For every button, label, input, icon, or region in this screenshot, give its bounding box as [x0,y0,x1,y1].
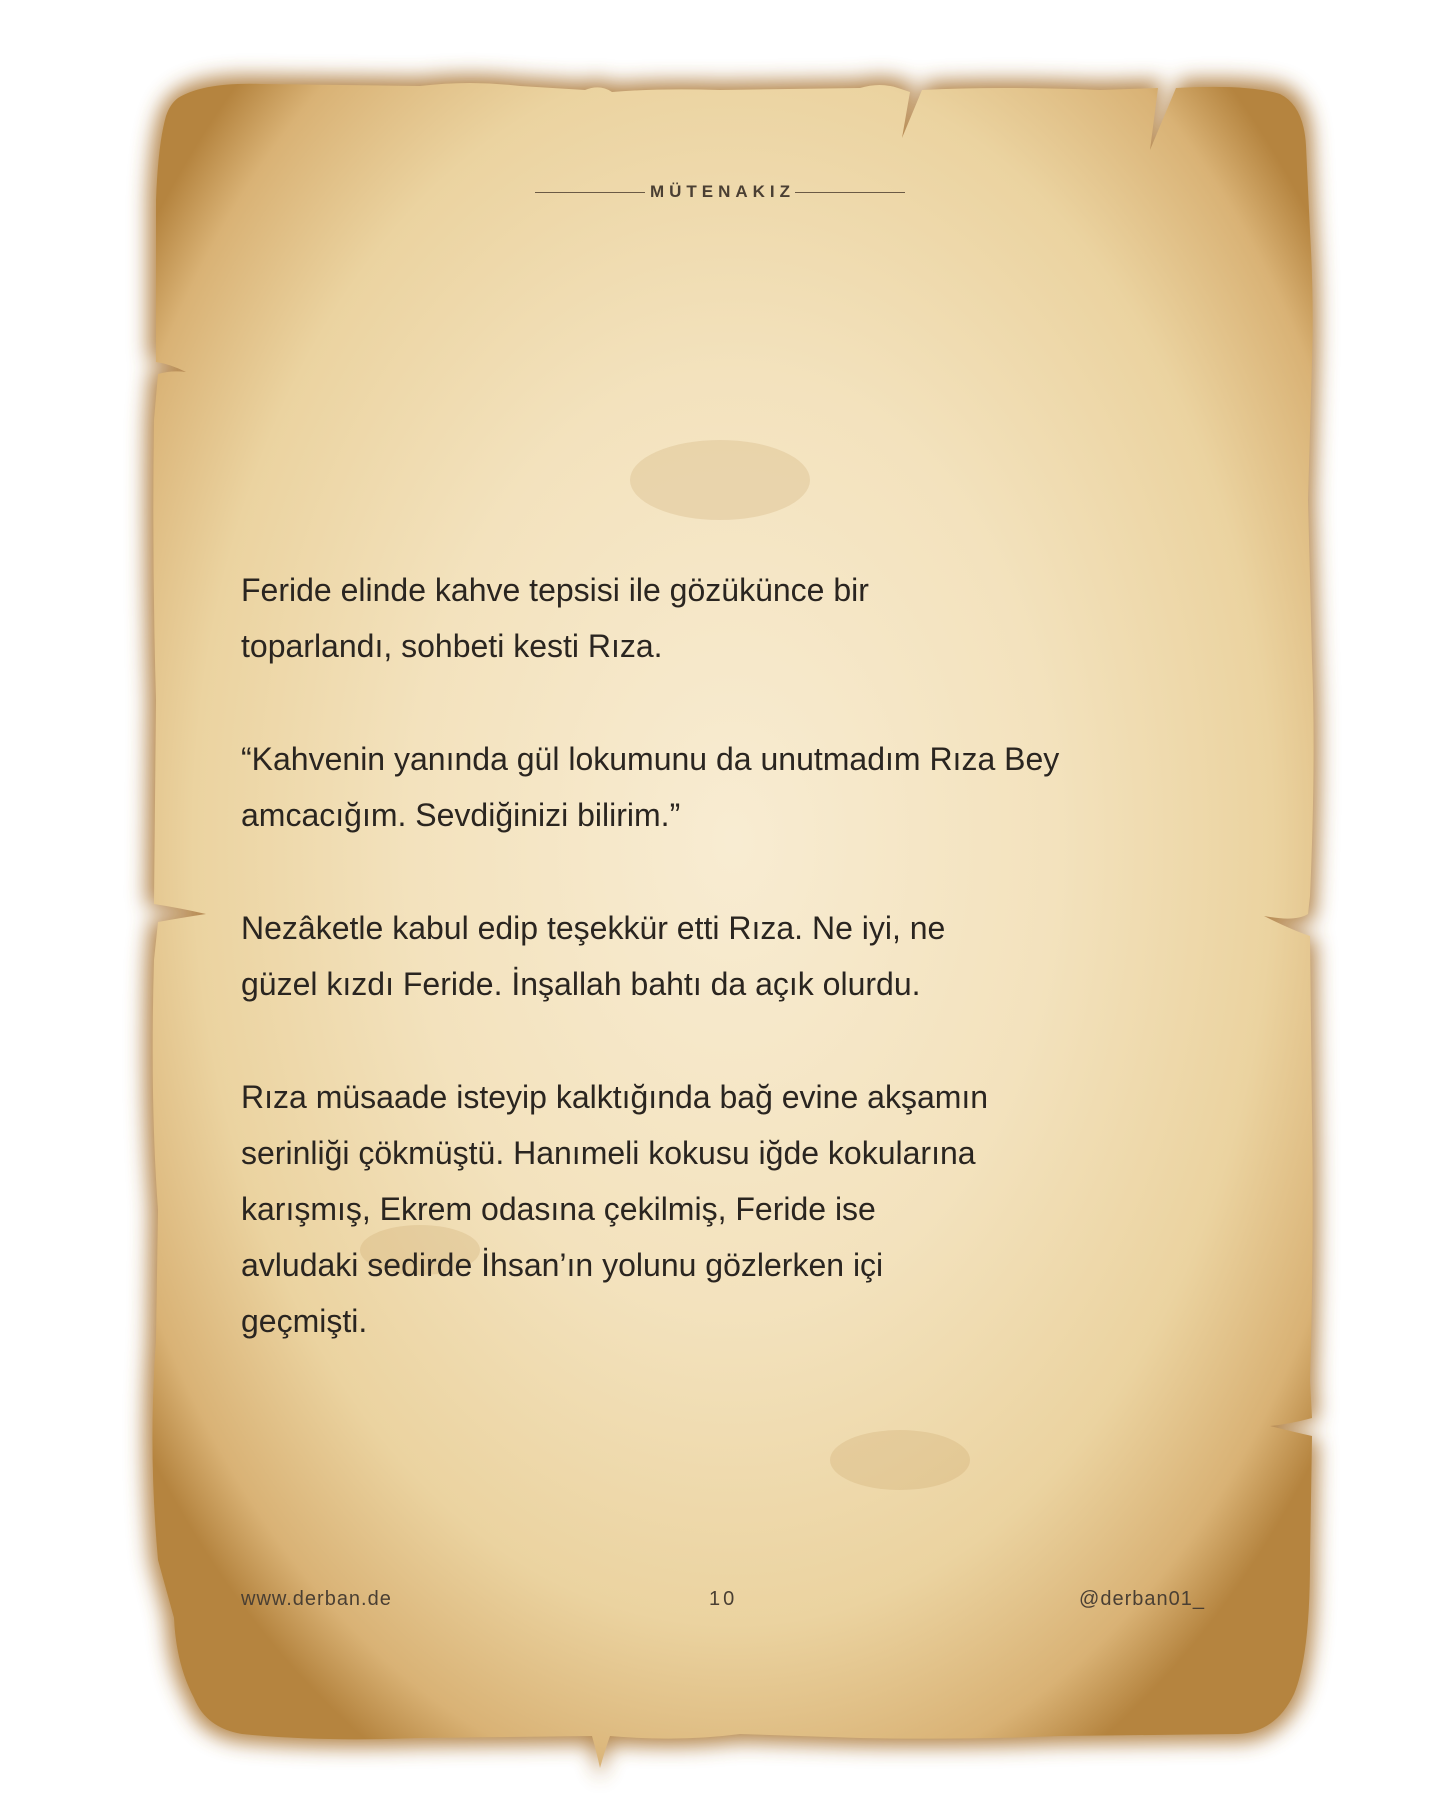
page-number: 10 [709,1588,738,1610]
social-handle[interactable]: @derban01_ [1079,1588,1205,1610]
page-footer [241,1588,1205,1616]
header-title: MÜTENAKIZ [649,182,796,201]
text-line: Nezâketle kabul edip teşekkür etti Rıza. Ne iyi, ne [241,910,946,946]
text-line: “Kahvenin yanında gül lokumunu da unutmadım Rıza Bey [241,741,1060,777]
paragraph [241,731,1181,843]
text-line: geçmişti. [241,1303,368,1339]
website-link[interactable]: www.derban.de [241,1588,392,1610]
header-rule-left [535,192,645,193]
paragraph [241,1069,1181,1349]
text-line: serinliği çökmüştü. Hanımeli kokusu iğde kokularına [241,1135,976,1171]
text-line: güzel kızdı Feride. İnşallah bahtı da açık olurdu. [241,966,921,1002]
text-line: toparlandı, sohbeti kesti Rıza. [241,628,663,664]
text-line: amcacığım. Sevdiğinizi bilirim.” [241,797,681,833]
running-header [0,180,1440,204]
paragraph [241,562,1181,674]
paragraph [241,900,1181,1012]
header-rule-right [795,192,905,193]
text-line: karışmış, Ekrem odasına çekilmiş, Feride ise [241,1191,876,1227]
text-line: Rıza müsaade isteyip kalktığında bağ evine akşamın [241,1079,989,1115]
page-body [241,562,1181,1349]
text-line: Feride elinde kahve tepsisi ile gözükünce bir [241,572,869,608]
text-line: avludaki sedirde İhsan’ın yolunu gözlerken içi [241,1247,884,1283]
